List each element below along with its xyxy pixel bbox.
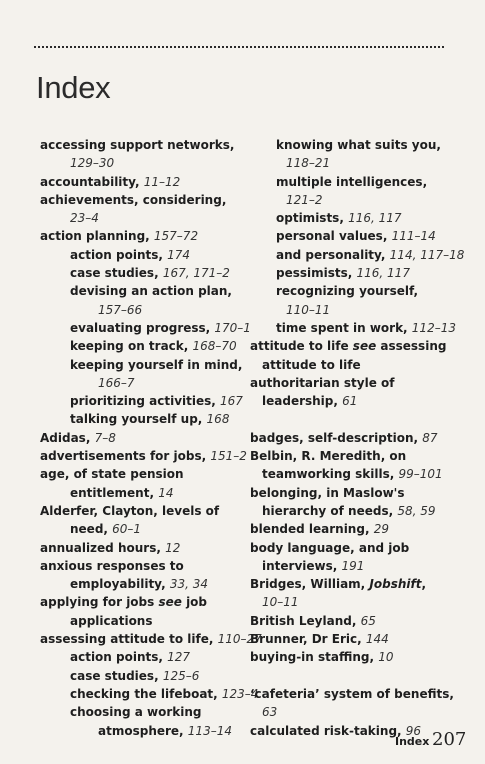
page-reference: 7–8 (94, 430, 116, 445)
index-line (250, 447, 450, 465)
index-line (250, 557, 450, 575)
page-reference: 116, 117 (356, 266, 410, 281)
index-line (250, 191, 450, 209)
index-term: interviews, (262, 558, 342, 573)
index-line (40, 136, 245, 154)
index-term: British Leyland, (250, 613, 361, 628)
index-line (250, 337, 450, 355)
index-term: Belbin, R. Meredith, on (250, 449, 407, 464)
index-line (40, 337, 245, 355)
index-line (250, 630, 450, 648)
page-reference: 96 (405, 723, 422, 738)
page-reference: 127 (167, 650, 191, 665)
page-reference: 63 (262, 705, 278, 720)
page-reference: 170–1 (214, 320, 251, 335)
footer-section-label: Index (395, 735, 430, 748)
index-line (40, 593, 245, 611)
page-reference: 58, 59 (397, 503, 436, 518)
page-reference: 116, 117 (348, 211, 402, 226)
index-line (250, 319, 456, 337)
index-line (40, 612, 245, 630)
index-term: multiple intelligences, (276, 174, 428, 189)
index-line (40, 374, 245, 392)
index-term: action points, (70, 650, 168, 665)
index-line (40, 703, 245, 721)
index-line (250, 667, 450, 685)
index-term: anxious responses to (40, 558, 184, 573)
index-line (40, 539, 245, 557)
index-term: annualized hours, (40, 540, 166, 555)
index-term: blended learning, (250, 522, 374, 537)
index-term: leadership, (262, 394, 343, 409)
page-reference: 168–70 (192, 339, 237, 354)
page-reference: 157–66 (98, 302, 143, 317)
index-term: Adidas, (40, 430, 95, 445)
index-line (250, 593, 450, 611)
index-line (250, 502, 450, 520)
page-reference: 129–30 (70, 156, 115, 171)
index-line (40, 667, 245, 685)
index-line (40, 282, 245, 300)
index-term: case studies, (70, 266, 163, 281)
index-term: evaluating progress, (70, 320, 215, 335)
index-term: accessing support networks, (40, 138, 235, 152)
index-line (250, 539, 450, 557)
index-line (250, 301, 450, 319)
index-term: prioritizing activities, (70, 394, 221, 409)
page-title: Index (36, 70, 111, 105)
index-term: action points, (70, 247, 168, 262)
page-reference: 151–2 (210, 449, 247, 464)
index-term: advertisements for jobs, (40, 449, 211, 464)
index-line (250, 173, 450, 191)
index-line (250, 264, 450, 282)
index-term: and personality, (276, 247, 390, 262)
index-line (40, 575, 245, 593)
index-line (40, 392, 245, 410)
index-line (40, 685, 259, 703)
index-line (40, 246, 245, 264)
index-term: calculated risk-taking, (250, 723, 406, 738)
page-reference: 99–101 (398, 467, 443, 482)
page-reference: 10 (378, 650, 394, 665)
index-line (250, 429, 450, 447)
index-term: devising an action plan, (70, 284, 232, 299)
page-reference: 167, 171–2 (162, 266, 230, 281)
index-term: personal values, (276, 229, 392, 244)
index-term: hierarchy of needs, (262, 503, 398, 518)
page-reference: 61 (342, 394, 358, 409)
page-reference: 60–1 (112, 522, 142, 537)
index-line (250, 410, 450, 428)
index-term: accountability, (40, 174, 144, 189)
page-reference: 23–4 (70, 211, 99, 226)
page-number: 207 (432, 729, 467, 750)
index-term: recognizing yourself, (276, 284, 419, 299)
index-term: keeping on track, (70, 339, 193, 354)
page-reference: 144 (365, 632, 389, 647)
index-line (40, 301, 245, 319)
index-term: pessimists, (276, 266, 357, 281)
index-line (40, 319, 251, 337)
cross-reference-see: see (352, 339, 377, 354)
index-term: Bridges, William, (250, 577, 370, 592)
index-term: assessing attitude to life, (40, 632, 218, 647)
index-term: applications (70, 613, 153, 628)
index-line (40, 410, 245, 428)
index-term: authoritarian style of (250, 375, 395, 390)
index-line (40, 630, 262, 648)
index-term: atmosphere, (98, 723, 188, 738)
index-column-left (40, 136, 262, 740)
index-term: entitlement, (70, 485, 159, 500)
page-reference: 167 (220, 394, 243, 409)
page-reference: 29 (373, 522, 389, 537)
index-term: teamworking skills, (262, 467, 399, 482)
index-term: Brunner, Dr Eric, (250, 632, 366, 647)
index-column-right (250, 136, 465, 740)
page-reference: 121–2 (286, 192, 323, 207)
index-term: achievements, considering, (40, 192, 227, 207)
index-line (40, 520, 245, 538)
page-reference: 111–14 (391, 229, 436, 244)
index-line (40, 722, 245, 740)
page-reference: 191 (341, 558, 365, 573)
index-term: ‘cafeteria’ system of benefits, (250, 686, 454, 701)
index-line (40, 557, 245, 575)
index-line (40, 502, 245, 520)
index-term: assessing (376, 339, 447, 354)
page-reference: 110–27 (217, 632, 262, 647)
index-line (250, 282, 450, 300)
index-line (250, 484, 450, 502)
page-reference: 123–4 (221, 686, 259, 701)
index-line (250, 520, 450, 538)
index-line (40, 264, 245, 282)
page-reference: 87 (422, 430, 438, 445)
cross-reference-see: see (158, 595, 182, 610)
index-line (250, 612, 450, 630)
index-line (250, 154, 450, 172)
page-reference: 118–21 (286, 156, 331, 171)
index-term: case studies, (70, 668, 163, 683)
page-reference: 174 (167, 247, 191, 262)
index-term: buying-in staffing, (250, 650, 379, 665)
index-term: job (181, 595, 208, 610)
index-term: attitude to life (250, 339, 353, 354)
page-reference: 11–12 (143, 174, 181, 189)
index-line (250, 685, 454, 703)
index-term: optimists, (276, 211, 349, 226)
index-term: Alderfer, Clayton, levels of (40, 503, 220, 518)
index-term: badges, self-description, (250, 430, 423, 445)
index-term: age, of state pension (40, 467, 184, 482)
index-line (40, 209, 245, 227)
index-line (250, 209, 450, 227)
index-term: attitude to life (262, 357, 361, 372)
index-line (40, 154, 245, 172)
page-reference: 125–6 (162, 668, 200, 683)
index-term: need, (70, 522, 113, 537)
index-line (250, 356, 450, 374)
dotted-rule (34, 46, 444, 48)
index-line (40, 356, 245, 374)
index-line (40, 173, 245, 191)
page-reference: 168 (206, 412, 230, 427)
page-reference: 12 (165, 540, 181, 555)
index-line (250, 575, 450, 593)
index-term: action planning, (40, 229, 154, 244)
book-title: Jobshift (369, 577, 422, 592)
page-reference: 114, 117–18 (389, 247, 465, 262)
index-term: employability, (70, 577, 170, 592)
page-reference: 33, 34 (169, 577, 208, 592)
index-line (40, 227, 245, 245)
index-line (40, 484, 245, 502)
index-line (250, 703, 450, 721)
index-line (250, 465, 450, 483)
index-term: applying for jobs (40, 595, 159, 610)
index-line (250, 227, 450, 245)
page-reference: 157–72 (153, 229, 199, 244)
page-reference: 14 (158, 485, 174, 500)
page-reference: 166–7 (98, 375, 135, 390)
index-line (40, 648, 245, 666)
index-line (40, 465, 245, 483)
index-line (250, 136, 450, 154)
index-term: knowing what suits you, (276, 138, 441, 152)
index-term: body language, and job (250, 540, 410, 555)
index-line (40, 447, 245, 465)
page-reference: 65 (360, 613, 376, 628)
index-line (250, 392, 450, 410)
index-line (40, 429, 245, 447)
index-term: keeping yourself in mind, (70, 357, 243, 372)
page-reference: 113–14 (187, 723, 232, 738)
index-term: checking the lifeboat, (70, 686, 222, 701)
page-reference: 10–11 (262, 595, 299, 610)
index-line (250, 374, 450, 392)
index-line (40, 191, 245, 209)
page-reference: 110–11 (286, 302, 331, 317)
index-line (250, 648, 450, 666)
index-term: time spent in work, (276, 320, 412, 335)
index-term: choosing a working (70, 705, 202, 720)
index-term: belonging, in Maslow's (250, 485, 405, 500)
page-reference: 112–13 (411, 320, 456, 335)
index-term: talking yourself up, (70, 412, 207, 427)
index-term: , (421, 577, 427, 592)
index-line (250, 246, 465, 264)
